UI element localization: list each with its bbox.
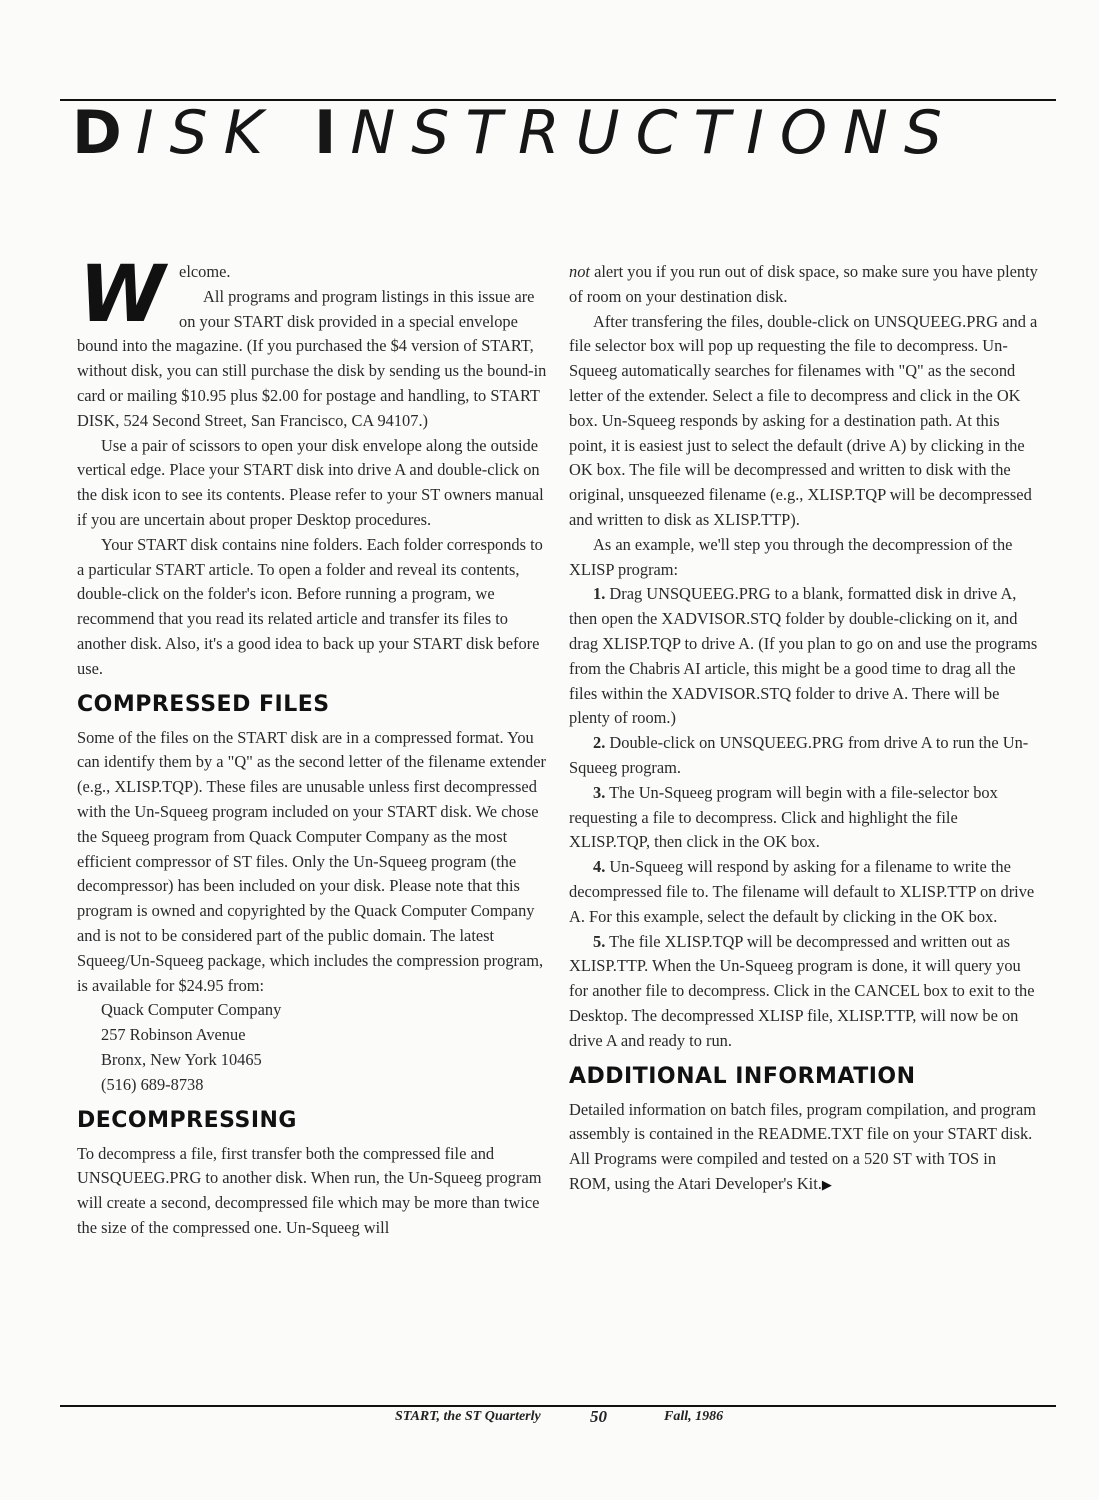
step-number: 1. bbox=[593, 584, 606, 604]
intro-paragraph-3: Your START disk contains nine folders. Each folder corresponds to a particular START article. To open a folder and reveal its contents, double-click on the folder's icon. Before running a program, we recommend that you read its related article and transfer its files to another disk. Also, it's a good idea to back up your START disk before use. bbox=[77, 534, 543, 678]
heading-decompressing: DECOMPRESSING bbox=[77, 1107, 297, 1133]
intro-paragraph-2: Use a pair of scissors to open your disk envelope along the outside vertical edge. Place your START disk into drive A and double-click on the disk icon to see its contents. Please refer to your ST owners manual if you are uncertain about proper Desktop procedures. bbox=[77, 435, 544, 529]
address-line: Quack Computer Company bbox=[101, 1000, 282, 1020]
intro-paragraph-1: All programs and program listings in this issue are on your START disk provided in a special envelope bound into the magazine. (If you purchased the $4 version of START, without disk, you can still purchase the disk by sending us the bound-in card or mailing $10.95 plus $2.00 for postage and handling, to START DISK, 524 Second Street, San Francisco, CA 94107.) bbox=[77, 286, 547, 430]
vendor-address bbox=[77, 998, 547, 1097]
bottom-rule bbox=[60, 1405, 1056, 1407]
step-item bbox=[569, 781, 1039, 855]
step-number: 4. bbox=[593, 857, 606, 877]
welcome-text: elcome. bbox=[179, 262, 231, 281]
address-line: 257 Robinson Avenue bbox=[101, 1025, 246, 1045]
step-item bbox=[569, 582, 1039, 731]
title-initial-d: D bbox=[72, 98, 136, 168]
page-title bbox=[72, 98, 959, 168]
step-item bbox=[569, 855, 1039, 929]
address-line: (516) 689-8738 bbox=[101, 1074, 204, 1094]
decompressing-paragraph-3: As an example, we'll step you through the decompression of the XLISP program: bbox=[569, 534, 1013, 579]
emphasis-not: not bbox=[569, 262, 590, 281]
left-column bbox=[77, 250, 547, 1241]
compressed-paragraph: Some of the files on the START disk are in a compressed format. You can identify them by a "Q" as the second letter of the filename extender (e.g., XLISP.TQP). These files are unusable unless first decompressed with the Un-Squeeg program included on your START disk. We chose the Squeeg program from Quack Computer Company as the most efficient compressor of ST files. Only the Un-Squeeg program (the decompressor) has been included on your disk. Please note that this program is owned and copyrighted by the Quack Computer Company and is not to be considered part of the public domain. The latest Squeeg/Un-Squeeg package, which includes the compression program, is available for $24.95 from: bbox=[77, 727, 546, 995]
decompressing-p1-end: alert you if you run out of disk space, so make sure you have plenty of room on your destination disk. bbox=[569, 262, 1038, 306]
title-initial-i: I bbox=[314, 98, 351, 168]
footer-publication: START, the ST Quarterly bbox=[395, 1409, 541, 1424]
step-text: The file XLISP.TQP will be decompressed and written out as XLISP.TTP. When the Un-Squeeg program is done, it will query you for another file to decompress. Click in the CANCEL box to exit to the Desktop. The decompressed XLISP file, XLISP.TTP, will now be on drive A and ready to run. bbox=[569, 931, 1035, 1050]
continue-arrow-icon: ▶ bbox=[821, 1176, 832, 1192]
decompressing-paragraph-2: After transfering the files, double-click on UNSQUEEG.PRG and a file selector box will pop up requesting the file to decompress. Un-Squeeg automatically searches for filenames with "Q" as the second letter of the extender. Select a file to decompress and click in the OK box. Un-Squeeg responds by asking for a destination path. At this point, it is easiest just to select the default (drive A) by clicking in the OK box. The file will be decompressed and written to disk with the original, unsqueezed filename (e.g., XLISP.TQP will be decompressed and written to disk as XLISP.TTP). bbox=[569, 311, 1038, 529]
step-number: 5. bbox=[593, 931, 606, 951]
title-word-instructions: NSTRUCTIONS bbox=[350, 98, 959, 168]
step-item bbox=[569, 731, 1039, 781]
step-text: Un-Squeeg will respond by asking for a filename to write the decompressed file to. The filename will default to XLISP.TTP on drive A. For this example, select the default by clicking in the OK box. bbox=[569, 857, 1035, 926]
decompressing-paragraph-1-cont bbox=[569, 260, 1039, 310]
decompressing-paragraph-1 bbox=[77, 1142, 547, 1241]
step-number: 3. bbox=[593, 782, 606, 802]
drop-cap: W bbox=[79, 250, 166, 340]
step-text: The Un-Squeeg program will begin with a file-selector box requesting a file to decompress. Click and highlight the file XLISP.TQP, then click in the OK box. bbox=[569, 782, 998, 852]
footer-date: Fall, 1986 bbox=[664, 1409, 724, 1424]
step-text: Double-click on UNSQUEEG.PRG from drive A to run the Un-Squeeg program. bbox=[569, 733, 1029, 777]
step-number: 2. bbox=[593, 733, 606, 753]
additional-text: Detailed information on batch files, program compilation, and program assembly is contained in the README.TXT file on your START disk. All Programs were compiled and tested on a 520 ST with TOS in ROM, using the Atari Developer's Kit. bbox=[569, 1099, 1036, 1193]
heading-compressed-files: COMPRESSED FILES bbox=[77, 691, 330, 717]
step-text: Drag UNSQUEEG.PRG to a blank, formatted disk in drive A, then open the XADVISOR.STQ folder by double-clicking on it, and drag XLISP.TQP to drive A. (If you plan to go on and use the programs from the Chabris AI article, this might be a good time to drag all the files within the XADVISOR.STQ folder to drive A. There will be plenty of room.) bbox=[569, 584, 1038, 728]
decompressing-p1-start: To decompress a file, first transfer both the compressed file and UNSQUEEG.PRG to another disk. When run, the Un-Squeeg program will create a second, decompressed file which may be more than twice the size of the compressed one. Un-Squeeg will bbox=[77, 1143, 542, 1237]
address-line: Bronx, New York 10465 bbox=[101, 1049, 262, 1069]
additional-paragraph bbox=[569, 1098, 1039, 1198]
title-word-disk: ISK bbox=[135, 98, 279, 168]
heading-additional-information: ADDITIONAL INFORMATION bbox=[569, 1063, 916, 1089]
step-item bbox=[569, 930, 1039, 1054]
page-number: 50 bbox=[590, 1407, 607, 1426]
right-column bbox=[569, 260, 1039, 1198]
